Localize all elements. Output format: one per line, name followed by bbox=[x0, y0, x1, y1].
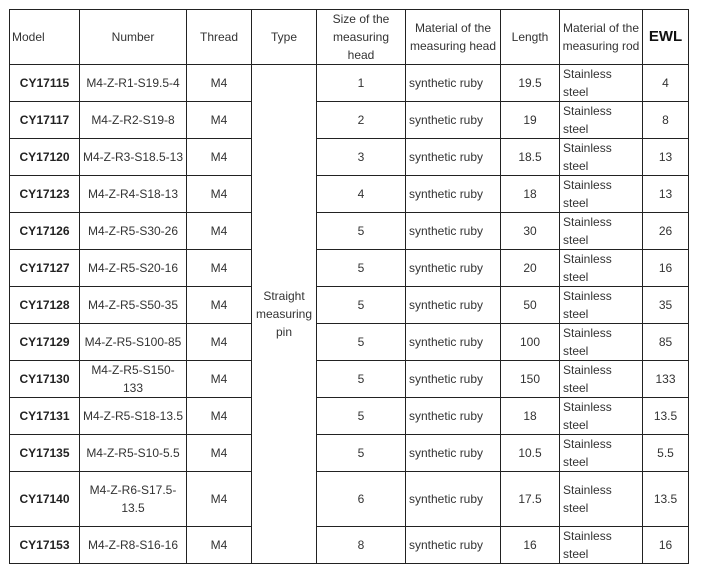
cell-size: 2 bbox=[317, 102, 406, 139]
cell-thread: M4 bbox=[187, 213, 252, 250]
table-row bbox=[10, 102, 689, 139]
cell-length: 19 bbox=[501, 102, 560, 139]
cell-material-head: synthetic ruby bbox=[406, 527, 501, 564]
cell-ewl: 16 bbox=[643, 250, 689, 287]
table-row bbox=[10, 324, 689, 361]
cell-model: CY17123 bbox=[10, 176, 80, 213]
cell-material-rod: Stainless steel bbox=[560, 139, 643, 176]
cell-thread: M4 bbox=[187, 527, 252, 564]
cell-size: 5 bbox=[317, 435, 406, 472]
table-row bbox=[10, 361, 689, 398]
cell-material-head: synthetic ruby bbox=[406, 435, 501, 472]
cell-length: 18.5 bbox=[501, 139, 560, 176]
cell-length: 50 bbox=[501, 287, 560, 324]
table-row bbox=[10, 472, 689, 527]
cell-number: M4-Z-R5-S20-16 bbox=[80, 250, 187, 287]
cell-ewl: 133 bbox=[643, 361, 689, 398]
cell-model: CY17129 bbox=[10, 324, 80, 361]
cell-material-rod: Stainless steel bbox=[560, 250, 643, 287]
header-type: Type bbox=[252, 10, 317, 65]
table-row bbox=[10, 287, 689, 324]
header-material-head: Material of the measuring head bbox=[406, 10, 501, 65]
cell-model: CY17120 bbox=[10, 139, 80, 176]
cell-size: 3 bbox=[317, 139, 406, 176]
cell-material-rod: Stainless steel bbox=[560, 287, 643, 324]
cell-thread: M4 bbox=[187, 139, 252, 176]
cell-model: CY17126 bbox=[10, 213, 80, 250]
cell-length: 20 bbox=[501, 250, 560, 287]
cell-model: CY17131 bbox=[10, 398, 80, 435]
cell-material-rod: Stainless steel bbox=[560, 213, 643, 250]
table-row bbox=[10, 435, 689, 472]
cell-material-head: synthetic ruby bbox=[406, 250, 501, 287]
header-row bbox=[10, 10, 689, 65]
cell-size: 1 bbox=[317, 65, 406, 102]
cell-ewl: 8 bbox=[643, 102, 689, 139]
cell-ewl: 85 bbox=[643, 324, 689, 361]
cell-material-rod: Stainless steel bbox=[560, 527, 643, 564]
cell-thread: M4 bbox=[187, 398, 252, 435]
header-size: Size of the measuring head bbox=[317, 10, 406, 65]
cell-number: M4-Z-R5-S100-85 bbox=[80, 324, 187, 361]
cell-length: 18 bbox=[501, 398, 560, 435]
header-number: Number bbox=[80, 10, 187, 65]
cell-ewl: 26 bbox=[643, 213, 689, 250]
cell-material-head: synthetic ruby bbox=[406, 65, 501, 102]
cell-model: CY17117 bbox=[10, 102, 80, 139]
cell-material-rod: Stainless steel bbox=[560, 65, 643, 102]
cell-size: 8 bbox=[317, 527, 406, 564]
cell-material-head: synthetic ruby bbox=[406, 361, 501, 398]
cell-size: 5 bbox=[317, 398, 406, 435]
cell-model: CY17135 bbox=[10, 435, 80, 472]
cell-material-head: synthetic ruby bbox=[406, 472, 501, 527]
cell-length: 17.5 bbox=[501, 472, 560, 527]
header-ewl: EWL bbox=[643, 10, 689, 65]
cell-size: 5 bbox=[317, 213, 406, 250]
header-length: Length bbox=[501, 10, 560, 65]
cell-number: M4-Z-R5-S10-5.5 bbox=[80, 435, 187, 472]
cell-number: M4-Z-R3-S18.5-13 bbox=[80, 139, 187, 176]
cell-length: 18 bbox=[501, 176, 560, 213]
cell-material-head: synthetic ruby bbox=[406, 287, 501, 324]
cell-length: 150 bbox=[501, 361, 560, 398]
cell-number: M4-Z-R5-S30-26 bbox=[80, 213, 187, 250]
cell-material-rod: Stainless steel bbox=[560, 176, 643, 213]
table-row bbox=[10, 139, 689, 176]
cell-number: M4-Z-R5-S50-35 bbox=[80, 287, 187, 324]
cell-material-rod: Stainless steel bbox=[560, 472, 643, 527]
header-model: Model bbox=[10, 10, 80, 65]
cell-number: M4-Z-R8-S16-16 bbox=[80, 527, 187, 564]
cell-length: 16 bbox=[501, 527, 560, 564]
cell-model: CY17130 bbox=[10, 361, 80, 398]
cell-material-rod: Stainless steel bbox=[560, 361, 643, 398]
cell-ewl: 13.5 bbox=[643, 398, 689, 435]
cell-length: 100 bbox=[501, 324, 560, 361]
cell-size: 5 bbox=[317, 287, 406, 324]
cell-length: 30 bbox=[501, 213, 560, 250]
cell-ewl: 13 bbox=[643, 139, 689, 176]
cell-length: 10.5 bbox=[501, 435, 560, 472]
cell-model: CY17140 bbox=[10, 472, 80, 527]
cell-material-head: synthetic ruby bbox=[406, 324, 501, 361]
cell-material-head: synthetic ruby bbox=[406, 176, 501, 213]
cell-ewl: 4 bbox=[643, 65, 689, 102]
table-row bbox=[10, 398, 689, 435]
cell-ewl: 13.5 bbox=[643, 472, 689, 527]
cell-thread: M4 bbox=[187, 435, 252, 472]
table-row bbox=[10, 213, 689, 250]
cell-number: M4-Z-R5-S150-133 bbox=[80, 361, 187, 398]
cell-thread: M4 bbox=[187, 361, 252, 398]
cell-thread: M4 bbox=[187, 472, 252, 527]
cell-material-head: synthetic ruby bbox=[406, 139, 501, 176]
cell-thread: M4 bbox=[187, 250, 252, 287]
cell-material-rod: Stainless steel bbox=[560, 398, 643, 435]
cell-ewl: 16 bbox=[643, 527, 689, 564]
cell-thread: M4 bbox=[187, 176, 252, 213]
cell-model: CY17127 bbox=[10, 250, 80, 287]
cell-material-head: synthetic ruby bbox=[406, 398, 501, 435]
probe-spec-table bbox=[9, 9, 689, 564]
cell-thread: M4 bbox=[187, 102, 252, 139]
header-material-rod: Material of the measuring rod bbox=[560, 10, 643, 65]
cell-number: M4-Z-R5-S18-13.5 bbox=[80, 398, 187, 435]
cell-size: 4 bbox=[317, 176, 406, 213]
cell-material-rod: Stainless steel bbox=[560, 435, 643, 472]
table-row bbox=[10, 527, 689, 564]
cell-model: CY17153 bbox=[10, 527, 80, 564]
table-row bbox=[10, 176, 689, 213]
cell-ewl: 35 bbox=[643, 287, 689, 324]
table-row bbox=[10, 250, 689, 287]
cell-size: 5 bbox=[317, 361, 406, 398]
table-row bbox=[10, 65, 689, 102]
cell-size: 5 bbox=[317, 324, 406, 361]
cell-size: 6 bbox=[317, 472, 406, 527]
table-body bbox=[10, 65, 689, 564]
cell-material-rod: Stainless steel bbox=[560, 324, 643, 361]
cell-type: Straight measuring pin bbox=[252, 65, 317, 564]
cell-material-head: synthetic ruby bbox=[406, 213, 501, 250]
cell-number: M4-Z-R2-S19-8 bbox=[80, 102, 187, 139]
cell-number: M4-Z-R1-S19.5-4 bbox=[80, 65, 187, 102]
cell-model: CY17115 bbox=[10, 65, 80, 102]
cell-number: M4-Z-R6-S17.5-13.5 bbox=[80, 472, 187, 527]
cell-length: 19.5 bbox=[501, 65, 560, 102]
cell-number: M4-Z-R4-S18-13 bbox=[80, 176, 187, 213]
cell-thread: M4 bbox=[187, 324, 252, 361]
cell-ewl: 13 bbox=[643, 176, 689, 213]
cell-size: 5 bbox=[317, 250, 406, 287]
cell-material-rod: Stainless steel bbox=[560, 102, 643, 139]
cell-thread: M4 bbox=[187, 65, 252, 102]
header-thread: Thread bbox=[187, 10, 252, 65]
cell-ewl: 5.5 bbox=[643, 435, 689, 472]
cell-model: CY17128 bbox=[10, 287, 80, 324]
cell-material-head: synthetic ruby bbox=[406, 102, 501, 139]
cell-thread: M4 bbox=[187, 287, 252, 324]
